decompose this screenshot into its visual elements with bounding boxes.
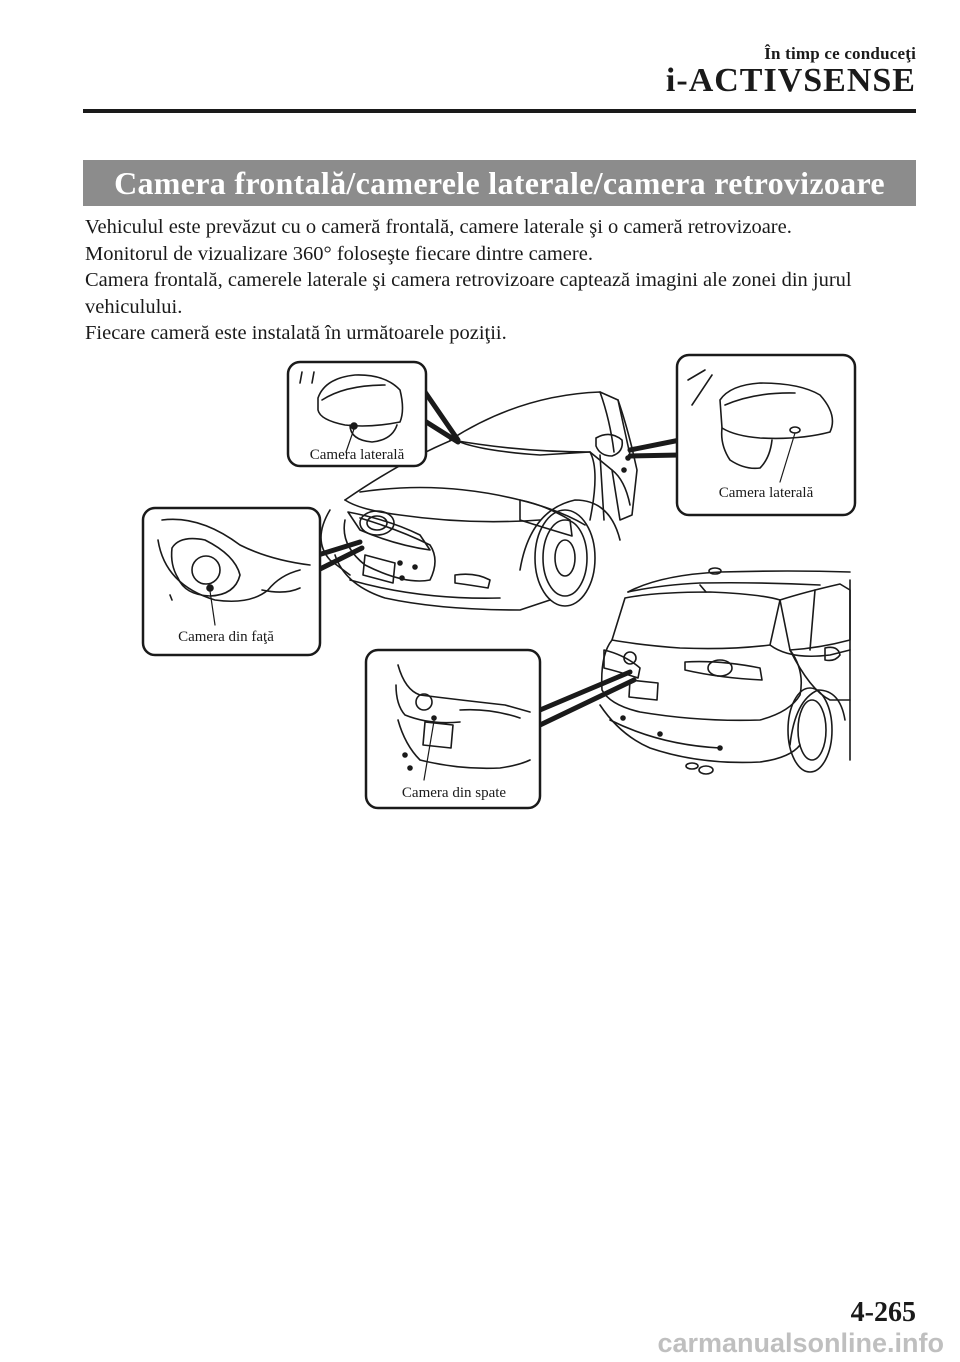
section-header: i-ACTIVSENSE	[665, 62, 916, 99]
section-title: Camera frontală/camerele laterale/camera retrovizoare	[83, 160, 916, 206]
callout-label-side-right: Camera laterală	[718, 485, 814, 501]
page-number: 4-265	[850, 1297, 916, 1328]
callout-side-camera-left	[288, 362, 458, 466]
callout-rear-camera	[366, 650, 634, 808]
paragraph: Vehiculul este prevăzut cu o cameră frontală, camere laterale şi o cameră retrovizoare.	[85, 216, 792, 238]
paragraph: Fiecare cameră este instalată în următoarele poziţii.	[85, 322, 507, 344]
callout-front-camera	[143, 508, 362, 655]
chapter-title: În timp ce conduceţi	[764, 44, 916, 63]
callout-label-side-left: Camera laterală	[309, 447, 405, 463]
callout-label-rear: Camera din spate	[401, 785, 507, 801]
footer-watermark: carmanualsonline.info	[657, 1328, 944, 1358]
callout-label-front: Camera din faţă	[178, 629, 274, 645]
paragraph: Monitorul de vizualizare 360° foloseşte fiecare dintre camere.	[85, 242, 593, 265]
rear-car-illustration	[600, 568, 850, 774]
paragraph: Camera frontală, camerele laterale şi camera retrovizoare captează imagini ale zonei din jurul vehiculului.	[85, 269, 852, 318]
callout-side-camera-right	[630, 355, 855, 515]
